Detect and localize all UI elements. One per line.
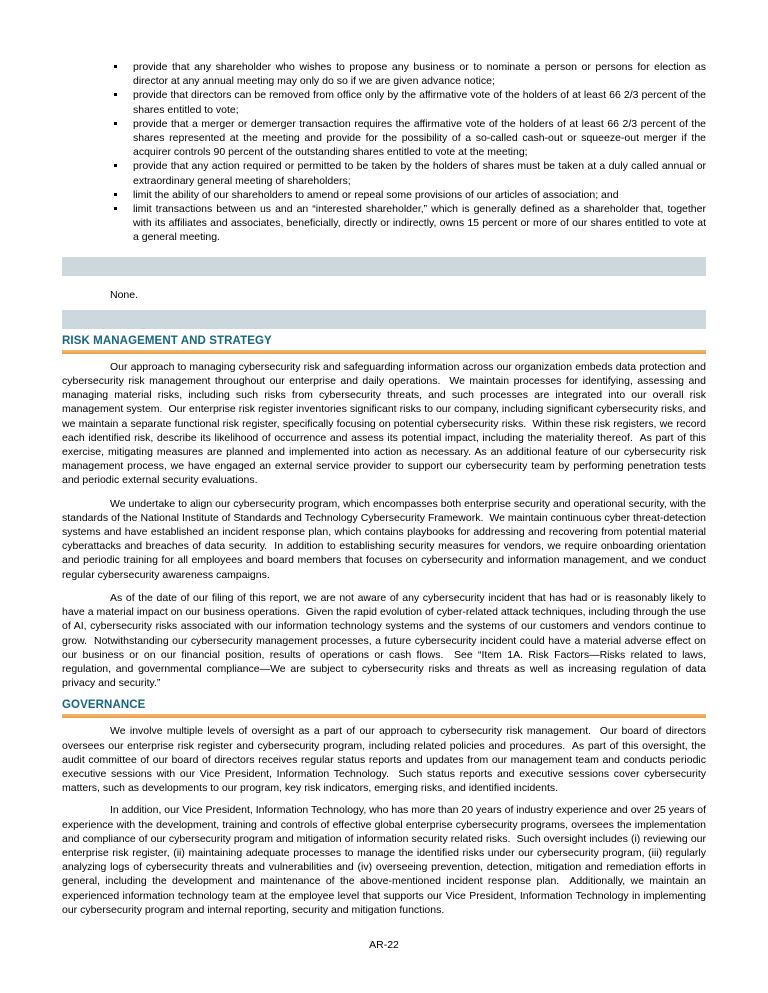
- page-number: AR-22: [369, 939, 399, 951]
- bullet-item: limit transactions between us and an “interested shareholder,” which is generally defined as a shareholder that, together with its affiliates and associates, beneficially, directly or indirectly, owns 15 percent or more of our shares entitled to vote at a general meeting.: [62, 202, 706, 245]
- item-1b-body-text: None.: [110, 288, 139, 301]
- bullet-item: provide that directors can be removed from office only by the affirmative vote of the holders of at least 66 2/3 percent of the shares entitled to vote;: [62, 88, 706, 116]
- item-1c-header-bar: [62, 310, 706, 329]
- risk-paragraph: As of the date of our filing of this report, we are not aware of any cybersecurity incident that has had or is reasonably likely to have a material impact on our business operations. Given the rapid evolution of cyber-related attack techniques, including through the use of AI, cybersecurity risks associated with our information technology systems and the systems of our customers and vendors continue to grow. Notwithstanding our cybersecurity management processes, a future cybersecurity incident could have a material adverse effect on our business or on our financial position, results of operations or cash flows. See “Item 1A. Risk Factors—Risks related to laws, regulation, and governmental compliance—We are subject to cybersecurity risks and threats as well as increasing regulation of data privacy and security.”: [62, 591, 709, 690]
- risk-paragraph: Our approach to managing cybersecurity risk and safeguarding information across our organization embeds data protection and cybersecurity risk management throughout our enterprise and daily operations. We maintain processes for identifying, assessing and managing material risks, including such risks from cybersecurity threats, and such processes are integrated into our overall risk management system. Our enterprise risk register inventories significant risks to our company, including significant cybersecurity risks, and we maintain a separate functional risk register, specifically focusing on potential cybersecurity risks. Within these risk registers, we record each identified risk, describe its likelihood of occurrence and assess its potential impact, including the materiality thereof. As part of this exercise, mitigating measures are planned and implemented into action as necessary. As an additional feature of our cybersecurity risk management process, we have engaged an external service provider to support our cybersecurity team by performing penetration tests and periodic external security evaluations.: [62, 360, 709, 487]
- bullet-item: provide that any action required or permitted to be taken by the holders of shares must be taken at a duly called annual or extraordinary general meeting of shareholders;: [62, 159, 706, 187]
- governance-paragraph: In addition, our Vice President, Information Technology, who has more than 20 years of industry experience and over 25 years of experience with the development, training and controls of effective global enterprise cybersecurity programs, oversees the implementation and compliance of our cybersecurity program and mitigation of information security related risks. Such oversight includes (i) reviewing our enterprise risk register, (ii) maintaining adequate processes to manage the identified risks under our cybersecurity program, (iii) regularly analyzing logs of cybersecurity threats and vulnerabilities and (iv) overseeing prevention, detection, mitigation and remediation efforts in general, including the development and maintenance of the above-mentioned incident response plan. Additionally, we maintain an experienced information technology team at the employee level that supports our Vice President, Information Technology in implementing our cybersecurity program and internal reporting, security and mitigation functions.: [62, 804, 709, 916]
- bullet-item: provide that a merger or demerger transaction requires the affirmative vote of the holders of at least 66 2/3 percent of the shares represented at the meeting and provide for the possibility of a so-called cash-out or squeeze-out merger if the acquirer controls 90 percent of the outstanding shares entitled to vote at the meeting;: [62, 117, 706, 160]
- governance-paragraph: We involve multiple levels of oversight as a part of our approach to cybersecurity risk management. Our board of directors oversees our enterprise risk register and cybersecurity program, including related policies and procedures. As part of this oversight, the audit committee of our board of directors receives regular status reports and updates from our management team and conducts periodic executive sessions with our Vice President, Information Technology. Such status reports and executive sessions cover cybersecurity matters, such as developments to our program, key risk indicators, emerging risks, and identified incidents.: [62, 725, 709, 795]
- accent-rule: [62, 350, 706, 354]
- risk-paragraph: We undertake to align our cybersecurity program, which encompasses both enterprise security and operational security, with the standards of the National Institute of Standards and Technology Cybersecurity Framework. We maintain continuous cyber threat-detection systems and have established an incident response plan, which contains playbooks for addressing and recovering from potential material cyberattacks and breaches of data security. In addition to establishing security measures for vendors, we require onboarding orientation and periodic training for all employees and board members that focuses on cybersecurity and information management, and we conduct regular cybersecurity awareness campaigns.: [62, 497, 709, 581]
- accent-rule: [62, 714, 706, 718]
- section-heading-risk-management: RISK MANAGEMENT AND STRATEGY: [62, 334, 272, 347]
- bullet-item: provide that any shareholder who wishes to propose any business or to nominate a person or persons for election as director at any annual meeting may only do so if we are given advance notice;: [62, 60, 706, 88]
- bullet-list: [62, 60, 709, 245]
- bullet-item: limit the ability of our shareholders to amend or repeal some provisions of our articles of association; and: [62, 188, 706, 202]
- section-heading-governance: GOVERNANCE: [62, 699, 146, 712]
- item-1b-header-bar: [62, 257, 706, 276]
